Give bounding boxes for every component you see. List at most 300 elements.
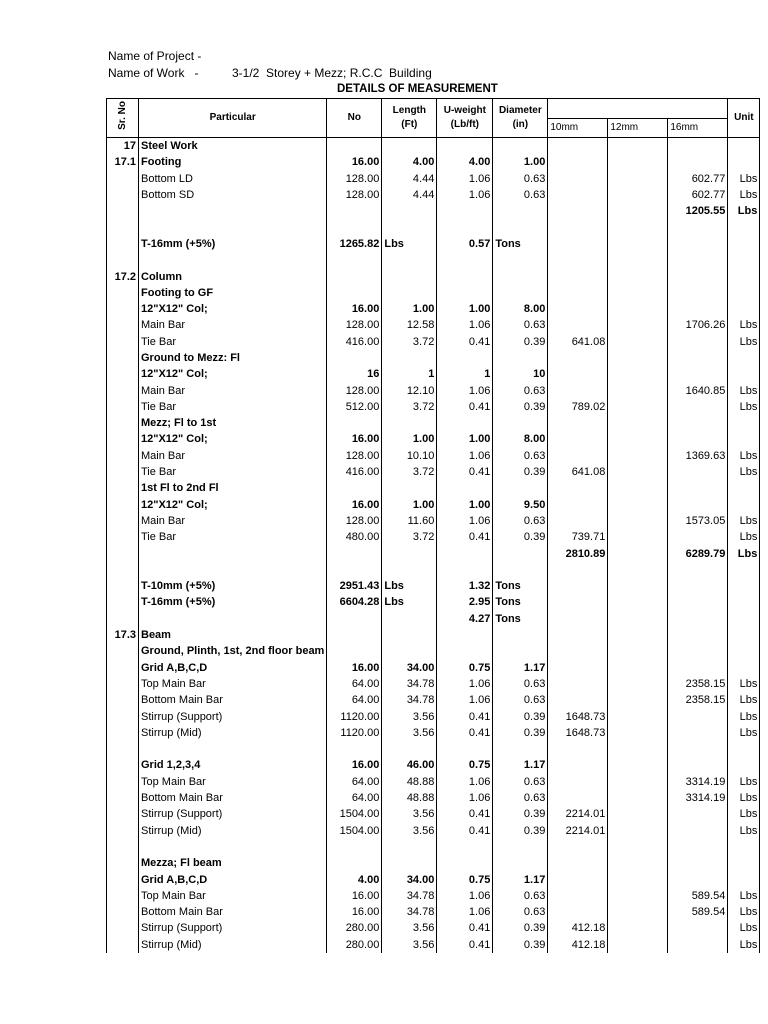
d10-cell: 739.71: [548, 529, 608, 545]
d10-cell: [548, 611, 608, 627]
d16-cell: 602.77: [668, 187, 728, 203]
diameter-cell: 1.17: [493, 757, 548, 773]
d12-cell: [608, 236, 668, 252]
particular-cell: 12"X12" Col;: [139, 497, 327, 513]
diameter-cell: 0.39: [493, 806, 548, 822]
uweight-cell: 1.00: [437, 497, 493, 513]
d16-cell: 3314.19: [668, 790, 728, 806]
diameter-cell: [493, 741, 548, 757]
d12-cell: [608, 692, 668, 708]
d12-cell: [608, 513, 668, 529]
uweight-cell: 0.41: [437, 529, 493, 545]
table-row: [107, 187, 760, 203]
table-row: [107, 154, 760, 170]
d10-cell: [548, 676, 608, 692]
unit-cell: [728, 415, 760, 431]
uweight-cell: [437, 643, 493, 659]
length-cell: 12.10: [382, 382, 437, 398]
d10-cell: [548, 431, 608, 447]
d12-cell: [608, 611, 668, 627]
d16-cell: [668, 529, 728, 545]
d10-cell: [548, 855, 608, 871]
table-row: [107, 660, 760, 676]
uweight-cell: 0.75: [437, 757, 493, 773]
no-cell: [327, 562, 382, 578]
no-cell: [327, 741, 382, 757]
d16-cell: 1640.85: [668, 382, 728, 398]
page-title: DETAILS OF MEASUREMENT: [337, 83, 498, 95]
d12-cell: [608, 660, 668, 676]
unit-cell: Lbs: [728, 725, 760, 741]
table-row: [107, 138, 760, 155]
srno-cell: [107, 382, 139, 398]
srno-cell: [107, 871, 139, 887]
no-cell: 2951.43: [327, 578, 382, 594]
particular-cell: Bottom LD: [139, 171, 327, 187]
unit-cell: [728, 757, 760, 773]
length-cell: 3.72: [382, 464, 437, 480]
diameter-cell: 0.63: [493, 774, 548, 790]
no-cell: [327, 627, 382, 643]
unit-cell: Lbs: [728, 708, 760, 724]
diameter-cell: [493, 480, 548, 496]
d16-cell: 602.77: [668, 171, 728, 187]
srno-cell: [107, 203, 139, 219]
d12-cell: [608, 855, 668, 871]
uweight-cell: [437, 839, 493, 855]
length-cell: 34.00: [382, 871, 437, 887]
diameter-cell: 0.39: [493, 529, 548, 545]
d10-cell: [548, 497, 608, 513]
no-cell: [327, 855, 382, 871]
d10-cell: 2810.89: [548, 545, 608, 561]
diameter-cell: [493, 545, 548, 561]
no-cell: [327, 480, 382, 496]
length-cell: [382, 643, 437, 659]
srno-cell: [107, 317, 139, 333]
uweight-cell: 1.32: [437, 578, 493, 594]
diameter-cell: [493, 627, 548, 643]
d12-cell: [608, 708, 668, 724]
length-cell: 3.72: [382, 529, 437, 545]
length-cell: 34.78: [382, 888, 437, 904]
no-cell: 64.00: [327, 676, 382, 692]
particular-cell: [139, 545, 327, 561]
d10-cell: [548, 741, 608, 757]
uweight-cell: 2.95: [437, 594, 493, 610]
length-cell: 34.78: [382, 676, 437, 692]
diameter-cell: [493, 138, 548, 155]
no-cell: 416.00: [327, 464, 382, 480]
length-cell: Lbs: [382, 578, 437, 594]
d12-cell: [608, 268, 668, 284]
particular-cell: Stirrup (Support): [139, 806, 327, 822]
no-cell: [327, 285, 382, 301]
header-bar-sizes: [548, 99, 728, 119]
diameter-cell: [493, 252, 548, 268]
length-cell: 1.00: [382, 301, 437, 317]
srno-cell: [107, 366, 139, 382]
unit-cell: Lbs: [728, 822, 760, 838]
d12-cell: [608, 904, 668, 920]
length-cell: 3.56: [382, 725, 437, 741]
particular-cell: T-16mm (+5%): [139, 236, 327, 252]
diameter-cell: [493, 350, 548, 366]
d16-cell: 1706.26: [668, 317, 728, 333]
table-row: [107, 480, 760, 496]
d16-cell: [668, 252, 728, 268]
length-cell: [382, 611, 437, 627]
srno-cell: [107, 187, 139, 203]
uweight-cell: 0.75: [437, 660, 493, 676]
no-cell: [327, 643, 382, 659]
d16-cell: [668, 497, 728, 513]
particular-cell: Mezza; Fl beam: [139, 855, 327, 871]
unit-cell: [728, 252, 760, 268]
table-row: [107, 757, 760, 773]
unit-cell: [728, 497, 760, 513]
d12-cell: [608, 888, 668, 904]
srno-cell: [107, 904, 139, 920]
no-cell: [327, 839, 382, 855]
no-cell: [327, 611, 382, 627]
diameter-cell: [493, 219, 548, 235]
uweight-cell: 0.41: [437, 464, 493, 480]
d16-cell: [668, 464, 728, 480]
srno-cell: [107, 480, 139, 496]
particular-cell: Top Main Bar: [139, 676, 327, 692]
length-cell: Lbs: [382, 236, 437, 252]
no-cell: 64.00: [327, 774, 382, 790]
no-cell: 128.00: [327, 171, 382, 187]
srno-cell: [107, 431, 139, 447]
srno-cell: [107, 757, 139, 773]
d10-cell: [548, 643, 608, 659]
srno-cell: [107, 920, 139, 936]
diameter-cell: 0.63: [493, 448, 548, 464]
unit-cell: Lbs: [728, 920, 760, 936]
length-cell: 48.88: [382, 774, 437, 790]
d10-cell: [548, 187, 608, 203]
length-cell: [382, 350, 437, 366]
d12-cell: [608, 774, 668, 790]
diameter-cell: Tons: [493, 236, 548, 252]
uweight-cell: [437, 545, 493, 561]
srno-cell: [107, 937, 139, 953]
d10-cell: [548, 578, 608, 594]
table-row: [107, 594, 760, 610]
uweight-cell: 1.06: [437, 382, 493, 398]
header-12mm: 12mm: [608, 119, 668, 138]
d16-cell: [668, 285, 728, 301]
no-cell: 128.00: [327, 317, 382, 333]
d12-cell: [608, 415, 668, 431]
d12-cell: [608, 464, 668, 480]
unit-cell: [728, 236, 760, 252]
uweight-cell: 1.06: [437, 513, 493, 529]
d12-cell: [608, 757, 668, 773]
diameter-cell: [493, 203, 548, 219]
d16-cell: [668, 219, 728, 235]
unit-cell: Lbs: [728, 937, 760, 953]
d16-cell: [668, 268, 728, 284]
uweight-cell: 1.06: [437, 692, 493, 708]
particular-cell: Footing to GF: [139, 285, 327, 301]
d12-cell: [608, 187, 668, 203]
srno-cell: [107, 660, 139, 676]
d16-cell: [668, 839, 728, 855]
no-cell: 1504.00: [327, 822, 382, 838]
uweight-cell: 1.06: [437, 448, 493, 464]
d10-cell: [548, 480, 608, 496]
d12-cell: [608, 676, 668, 692]
srno-cell: [107, 774, 139, 790]
d10-cell: [548, 252, 608, 268]
d10-cell: [548, 774, 608, 790]
diameter-cell: [493, 839, 548, 855]
diameter-cell: 0.63: [493, 382, 548, 398]
d16-cell: 2358.15: [668, 676, 728, 692]
d12-cell: [608, 578, 668, 594]
particular-cell: Beam: [139, 627, 327, 643]
length-cell: [382, 627, 437, 643]
measurement-rows: [107, 138, 760, 953]
srno-cell: [107, 855, 139, 871]
no-cell: 128.00: [327, 382, 382, 398]
uweight-cell: 0.41: [437, 937, 493, 953]
particular-cell: T-16mm (+5%): [139, 594, 327, 610]
no-cell: [327, 252, 382, 268]
d16-cell: [668, 415, 728, 431]
table-row: [107, 301, 760, 317]
table-row: [107, 382, 760, 398]
particular-cell: Main Bar: [139, 448, 327, 464]
table-row: [107, 203, 760, 219]
no-cell: 64.00: [327, 692, 382, 708]
d16-cell: 3314.19: [668, 774, 728, 790]
uweight-cell: 1.06: [437, 904, 493, 920]
d12-cell: [608, 285, 668, 301]
diameter-cell: 10: [493, 366, 548, 382]
uweight-cell: [437, 741, 493, 757]
unit-cell: Lbs: [728, 203, 760, 219]
unit-cell: Lbs: [728, 676, 760, 692]
d10-cell: [548, 301, 608, 317]
name-of-work-value: 3-1/2 Storey + Mezz; R.C.C Building: [232, 66, 432, 80]
srno-cell: 17: [107, 138, 139, 155]
d12-cell: [608, 252, 668, 268]
diameter-cell: Tons: [493, 594, 548, 610]
no-cell: 16: [327, 366, 382, 382]
no-cell: [327, 545, 382, 561]
measurement-table: [106, 98, 760, 953]
table-row: [107, 725, 760, 741]
length-cell: [382, 219, 437, 235]
table-row: [107, 350, 760, 366]
d10-cell: 412.18: [548, 937, 608, 953]
table-row: [107, 464, 760, 480]
d10-cell: [548, 154, 608, 170]
table-row: [107, 285, 760, 301]
uweight-cell: [437, 562, 493, 578]
particular-cell: Bottom Main Bar: [139, 904, 327, 920]
unit-cell: [728, 350, 760, 366]
table-row: [107, 415, 760, 431]
no-cell: 64.00: [327, 790, 382, 806]
particular-cell: Main Bar: [139, 382, 327, 398]
d16-cell: [668, 822, 728, 838]
uweight-cell: 4.00: [437, 154, 493, 170]
d12-cell: [608, 366, 668, 382]
uweight-cell: 1.06: [437, 774, 493, 790]
unit-cell: Lbs: [728, 171, 760, 187]
diameter-cell: 0.63: [493, 904, 548, 920]
unit-cell: [728, 643, 760, 659]
table-row: [107, 904, 760, 920]
uweight-cell: 1.06: [437, 676, 493, 692]
diameter-cell: 0.63: [493, 317, 548, 333]
particular-cell: [139, 611, 327, 627]
srno-cell: [107, 415, 139, 431]
unit-cell: [728, 611, 760, 627]
srno-cell: [107, 513, 139, 529]
d16-cell: [668, 806, 728, 822]
length-cell: 34.00: [382, 660, 437, 676]
srno-cell: [107, 252, 139, 268]
particular-cell: Mezz; Fl to 1st: [139, 415, 327, 431]
length-cell: 3.56: [382, 822, 437, 838]
srno-cell: [107, 611, 139, 627]
srno-cell: [107, 676, 139, 692]
d16-cell: [668, 855, 728, 871]
header-16mm: 16mm: [668, 119, 728, 138]
unit-cell: Lbs: [728, 790, 760, 806]
uweight-cell: 0.41: [437, 399, 493, 415]
diameter-cell: 8.00: [493, 431, 548, 447]
table-row: [107, 708, 760, 724]
table-row: [107, 822, 760, 838]
length-cell: Lbs: [382, 594, 437, 610]
d12-cell: [608, 138, 668, 155]
length-cell: 46.00: [382, 757, 437, 773]
srno-cell: [107, 448, 139, 464]
length-cell: 3.56: [382, 937, 437, 953]
length-cell: 3.72: [382, 334, 437, 350]
d16-cell: [668, 350, 728, 366]
d10-cell: [548, 888, 608, 904]
length-cell: 3.72: [382, 399, 437, 415]
uweight-cell: 1.06: [437, 790, 493, 806]
srno-cell: [107, 219, 139, 235]
table-row: [107, 268, 760, 284]
diameter-cell: 1.17: [493, 871, 548, 887]
d12-cell: [608, 334, 668, 350]
unit-cell: [728, 138, 760, 155]
uweight-cell: [437, 268, 493, 284]
srno-cell: [107, 806, 139, 822]
srno-cell: [107, 236, 139, 252]
diameter-cell: 8.00: [493, 301, 548, 317]
length-cell: [382, 562, 437, 578]
d16-cell: [668, 154, 728, 170]
no-cell: 512.00: [327, 399, 382, 415]
no-cell: [327, 203, 382, 219]
length-cell: [382, 203, 437, 219]
d10-cell: [548, 317, 608, 333]
table-row: [107, 692, 760, 708]
length-cell: [382, 285, 437, 301]
table-row: [107, 611, 760, 627]
length-cell: 12.58: [382, 317, 437, 333]
diameter-cell: 0.63: [493, 187, 548, 203]
d16-cell: [668, 562, 728, 578]
d10-cell: 1648.73: [548, 725, 608, 741]
d16-cell: 589.54: [668, 904, 728, 920]
uweight-cell: 0.41: [437, 806, 493, 822]
table-row: [107, 219, 760, 235]
srno-cell: [107, 725, 139, 741]
no-cell: 4.00: [327, 871, 382, 887]
table-row: [107, 806, 760, 822]
srno-cell: [107, 643, 139, 659]
uweight-cell: 0.41: [437, 822, 493, 838]
d10-cell: [548, 203, 608, 219]
unit-cell: Lbs: [728, 187, 760, 203]
d10-cell: 412.18: [548, 920, 608, 936]
d12-cell: [608, 317, 668, 333]
d16-cell: 589.54: [668, 888, 728, 904]
table-row: [107, 855, 760, 871]
particular-cell: [139, 203, 327, 219]
particular-cell: [139, 219, 327, 235]
table-row: [107, 871, 760, 887]
uweight-cell: 0.41: [437, 725, 493, 741]
diameter-cell: [493, 643, 548, 659]
uweight-cell: 1: [437, 366, 493, 382]
d10-cell: [548, 594, 608, 610]
particular-cell: Stirrup (Support): [139, 920, 327, 936]
particular-cell: [139, 562, 327, 578]
srno-cell: [107, 790, 139, 806]
unit-cell: [728, 301, 760, 317]
unit-cell: [728, 871, 760, 887]
no-cell: 16.00: [327, 904, 382, 920]
d16-cell: [668, 660, 728, 676]
d12-cell: [608, 839, 668, 855]
srno-cell: [107, 334, 139, 350]
d10-cell: [548, 757, 608, 773]
d12-cell: [608, 937, 668, 953]
particular-cell: Main Bar: [139, 513, 327, 529]
d12-cell: [608, 741, 668, 757]
d10-cell: [548, 138, 608, 155]
d16-cell: [668, 480, 728, 496]
d12-cell: [608, 806, 668, 822]
particular-cell: Tie Bar: [139, 529, 327, 545]
unit-cell: [728, 366, 760, 382]
particular-cell: Bottom Main Bar: [139, 692, 327, 708]
table-row: [107, 399, 760, 415]
uweight-cell: 1.00: [437, 301, 493, 317]
d16-cell: [668, 757, 728, 773]
srno-cell: [107, 692, 139, 708]
d12-cell: [608, 431, 668, 447]
d10-cell: [548, 285, 608, 301]
header-no: No: [327, 99, 382, 138]
d10-cell: [548, 904, 608, 920]
uweight-cell: [437, 203, 493, 219]
particular-cell: 1st Fl to 2nd Fl: [139, 480, 327, 496]
